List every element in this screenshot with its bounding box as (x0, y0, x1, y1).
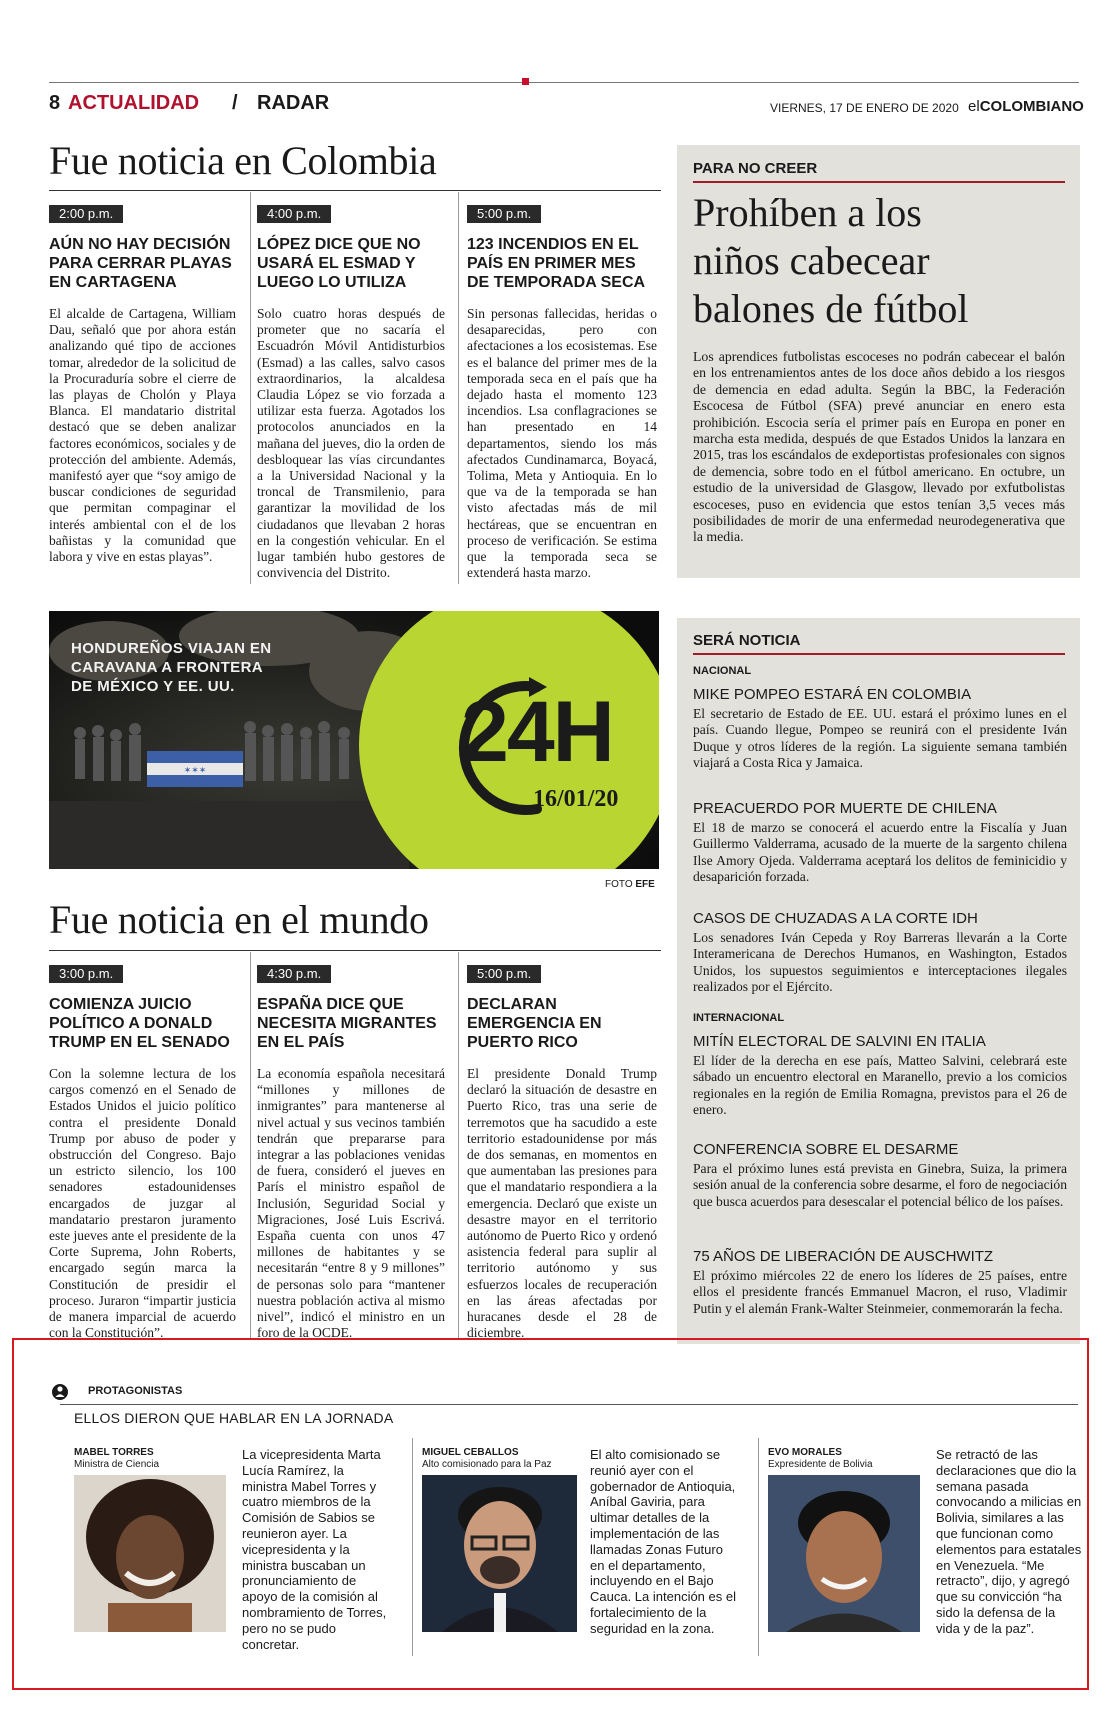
section-label: ACTUALIDAD (68, 92, 200, 114)
internacional-item-3 (693, 1248, 1067, 1317)
story-body: Sin personas fallecidas, heridas o desaparecidas, pero con afectaciones a los ecosistemas. Ese es el balance del primer mes de la temporada seca en el país que ha dejado hasta el momento 123 incendios. Lsa conflagraciones se han presentado en 14 departamentos, siendo los más afectados Cundinamarca, Boyacá, Tolima, Meta y Antioquia. En lo que va de la temporada se han visto afectadas más de mil hectáreas, que se encuentran en proceso de verificación. Se estima que la temporada seca se extenderá hasta marzo. (467, 306, 657, 581)
header-marker (522, 78, 529, 85)
mundo-title: Fue noticia en el mundo (49, 897, 429, 942)
story-headline: ESPAÑA DICE QUE NECESITA MIGRANTES EN EL PAÍS (257, 996, 437, 1051)
issue-date: VIERNES, 17 DE ENERO DE 2020 (770, 101, 959, 115)
story-body: Con la solemne lectura de los cargos comenzó en el Senado de Estados Unidos el juicio político contra el presidente Donald Trump por abuso de poder y obstrucción del Congreso. Bajo un estricto silencio, los 100 senadores estadounidenses encargados de juzgar al mandatario prestaron juramento este jueves ante el presidente de la Corte Suprema, John Roberts, encargado según marca la Constitución de presidir el proceso. Juraron “impartir justicia de manera imparcial de acuerdo con la Constitución”. (49, 1066, 236, 1341)
column-divider (458, 952, 459, 1340)
person-name: EVO MORALES (768, 1447, 842, 1458)
internacional-label: INTERNACIONAL (693, 1012, 785, 1024)
subsection-label: RADAR (257, 92, 330, 114)
para-no-creer-title (693, 189, 1073, 333)
item-headline: 75 AÑOS DE LIBERACIÓN DE AUSCHWITZ (693, 1248, 994, 1265)
protagonistas-label: PROTAGONISTAS (88, 1385, 183, 1397)
item-headline: CASOS DE CHUZADAS A LA CORTE IDH (693, 910, 978, 927)
nacional-label: NACIONAL (693, 665, 752, 677)
sera-noticia-box (677, 618, 1080, 1344)
story-time: 4:00 p.m. (257, 205, 331, 223)
kicker-rule (693, 653, 1065, 655)
mundo-story-3 (467, 965, 657, 1341)
caption-line: CARAVANA A FRONTERA (71, 659, 264, 676)
column-divider (250, 952, 251, 1340)
colombia-story-1 (49, 205, 236, 565)
evo-morales-portrait (768, 1475, 920, 1632)
story-body: El alcalde de Cartagena, William Dau, señaló que por ahora están analizando qué tipo de acciones tomar, alrededor de la solicitud de la Procuraduría sobre el cierre de las playas de Cholón y Playa Blanca. El mandatario distrital destacó que se deben analizar factores económicos, sociales y de protección del ambiente. Además, manifestó ayer que “soy amigo de buscar condiciones de seguridad que permitan compaginar el interés ambiental con el de los bañistas y la comunidad que labora y vive en estas playas”. (49, 306, 236, 565)
person-name: MABEL TORRES (74, 1447, 154, 1458)
story-headline: COMIENZA JUICIO POLÍTICO A DONALD TRUMP EN EL SENADO (49, 996, 230, 1051)
story-time: 5:00 p.m. (467, 205, 541, 223)
person-name: MIGUEL CEBALLOS (422, 1447, 519, 1458)
item-body: Para el próximo lunes está prevista en Ginebra, Suiza, la primera sesión anual de la conferencia sobre desarme, el foro de negociación que busca acuerdos para desescalar el potencial bélico de los países. (693, 1161, 1067, 1209)
24h-logo: 24H (461, 684, 613, 780)
colombia-story-3 (467, 205, 657, 581)
kicker-rule (693, 181, 1065, 183)
colombia-rule (49, 190, 661, 191)
story-time: 3:00 p.m. (49, 965, 123, 983)
column-divider (458, 192, 459, 584)
nacional-item-1 (693, 686, 1067, 772)
brand-name: COLOMBIANO (979, 98, 1084, 115)
page-number: 8 (49, 92, 61, 114)
person-role: Ministra de Ciencia (74, 1459, 160, 1470)
para-no-creer-body: Los aprendices futbolistas escoceses no podrán cabecear el balón en los entrenamientos antes de los doce años debido a los riesgos de demencia en edad adulta. Según la BBC, la Federación Escocesa de Fútbol (SFA) prevé anunciar en enero esta prohibición. Escocia sería el primer país en Europa en poner en marcha esta medida, después de que Estados Unidos la lanzara en 2015, tras los escándalos de exdeportistas profesionales con signos de demencia, sobre todo en el fútbol americano. En octubre, un estudio de la universidad de Glasgow, llevado por exfutbolistas escoceses, puso en evidencia que estos tenían 3,5 veces más posibilidades de morir de una enfermedad neurodegenerativa que la media. (693, 349, 1065, 545)
story-time: 4:30 p.m. (257, 965, 331, 983)
protagonistas-rule (60, 1404, 1078, 1405)
caption-line: HONDUREÑOS VIAJAN EN (71, 640, 272, 657)
item-headline: PREACUERDO POR MUERTE DE CHILENA (693, 800, 997, 817)
item-headline: MITÍN ELECTORAL DE SALVINI EN ITALIA (693, 1033, 986, 1050)
item-body: El líder de la derecha en ese país, Matteo Salvini, celebrará este sábado un encuentro electoral en Maranello, previo a los comicios regionales en la región de Emilia Romagna, previstos para el 26 de enero. (693, 1053, 1067, 1118)
person-text: Se retractó de las declaraciones que dio la semana pasada convocando a milicias en Bolivia, similares a las que funcionan como elementos para estatales en Venezuela. “Me retracto”, dijo, y agregó que su convicción “ha sido la defensa de la vida y de la paz”. (936, 1447, 1082, 1636)
sera-noticia-kicker: SERÁ NOTICIA (693, 632, 801, 649)
protagonistas-subtitle: ELLOS DIERON QUE HABLAR EN LA JORNADA (74, 1410, 394, 1426)
story-body: La economía española necesitará “millones y millones de inmigrantes” para mantenerse al nivel actual y sus vecinos también tendrán que prepararse para integrar a las poblaciones venidas de fuera, consideró el jueves en París el ministro español de Inclusión, Seguridad Social y Migraciones, José Luis Escrivá. España cuenta con unos 47 millones de habitantes y se necesitarán “entre 8 y 9 millones” de personas solo para “mantener nuestra población activa al mismo nivel”, indicó el ministro en un foro de la OCDE. (257, 1066, 445, 1341)
colombia-story-2 (257, 205, 445, 581)
story-headline: AÚN NO HAY DECISIÓN PARA CERRAR PLAYAS EN CARTAGENA (49, 236, 232, 291)
banner-caption (71, 639, 272, 696)
para-no-creer-kicker: PARA NO CREER (693, 160, 818, 177)
item-body: Los senadores Iván Cepeda y Roy Barreras llevarán a la Corte Interamericana de Derechos Humanos, en Washington, Estados Unidos, los supuestos seguimientos e interceptaciones ilegales realizados por el Ejército. (693, 930, 1067, 995)
mabel-torres-portrait (74, 1475, 226, 1632)
story-body: El presidente Donald Trump declaró la situación de desastre en Puerto Rico, tras una serie de terremotos que ha sacudido a este territorio estadounidense por más de dos semanas, en momentos en que aumentaban las presiones para que el mandatario respondiera a la emergencia. Declaró que existe un desastre mayor en el territorio autónomo de Puerto Rico y ordenó asistencia federal para suplir al territorio autónomo y sus esfuerzos locales de recuperación en las áreas afectadas por huracanes desde el 28 de diciembre. (467, 1066, 657, 1341)
person-role: Alto comisionado para la Paz (422, 1459, 552, 1470)
person-text: La vicepresidenta Marta Lucía Ramírez, la ministra Mabel Torres y cuatro miembros de la Comisión de Sabios se reunieron ayer. La vicepresidenta y la ministra buscaban un pronunciamiento de apoyo de la comisión al nombramiento de Torres, pero no se pudo concretar. (242, 1447, 387, 1652)
nacional-item-3 (693, 910, 1067, 996)
svg-text:✶✶✶: ✶✶✶ (183, 765, 207, 775)
item-headline: CONFERENCIA SOBRE EL DESARME (693, 1141, 959, 1158)
photo-credit-label: FOTO (605, 879, 633, 890)
story-headline: LÓPEZ DICE QUE NO USARÁ EL ESMAD Y LUEGO LO UTILIZA (257, 236, 421, 291)
para-no-creer-box (677, 145, 1080, 578)
story-time: 2:00 p.m. (49, 205, 123, 223)
caption-line: DE MÉXICO Y EE. UU. (71, 678, 235, 695)
section-divider: / (232, 92, 238, 114)
item-body: El 18 de marzo se conocerá el acuerdo entre la Fiscalía y Juan Guillermo Valderrama, acusado de la muerte de la sargento chilena Ilse Amory Ojeda. Valderrama aceptará los delitos de feminicidio y desaparición forzada. (693, 820, 1067, 885)
banner-date: 16/01/20 (533, 786, 619, 812)
story-headline: DECLARAN EMERGENCIA EN PUERTO RICO (467, 996, 602, 1051)
column-divider (758, 1438, 759, 1656)
title-line: niños cabecear (693, 238, 930, 283)
person-text: El alto comisionado se reunió ayer con el gobernador de Antioquia, Aníbal Gaviria, para ultimar detalles de la implementación de las llamadas Zonas Futuro en el departamento, incluyendo en el Bajo Cauca. La intención es el fortalecimiento de la seguridad en la zona. (590, 1447, 736, 1636)
story-headline: 123 INCENDIOS EN EL PAÍS EN PRIMER MES DE TEMPORADA SECA (467, 236, 646, 291)
mundo-rule (49, 950, 661, 951)
story-time: 5:00 p.m. (467, 965, 541, 983)
item-body: El próximo miércoles 22 de enero los líderes de 25 países, entre ellos el presidente francés Emmanuel Macron, el ruso, Vladimir Putin y el alemán Frank-Walter Steinmeier, conmemorarán la fecha. (693, 1268, 1067, 1316)
brand-prefix: el (968, 98, 980, 115)
caravan-photo-banner (49, 611, 659, 869)
story-body: Solo cuatro horas después de prometer que no sacaría el Escuadrón Móvil Antidisturbios (Esmad) a las calles, salvo casos extraordinarios, la alcaldesa Claudia López se vio forzada a utilizar esta fuerza. Agotados los protocolos anunciados en la mañana del jueves, dio la orden de desbloquear las vías circundantes a la Universidad Nacional y la troncal de Transmilenio, para garantizar la movilidad de los ciudadanos que llevaban 2 horas en la congestión vehicular. En el lugar también hubo gestores de convivencia del Distrito. (257, 306, 445, 581)
person-icon (52, 1383, 68, 1401)
nacional-item-2 (693, 800, 1067, 886)
header-rule (49, 82, 1079, 83)
column-divider (250, 192, 251, 584)
column-divider (412, 1438, 413, 1656)
internacional-item-2 (693, 1141, 1067, 1210)
internacional-item-1 (693, 1033, 1067, 1119)
photo-credit-source: EFE (635, 879, 655, 890)
colombia-title: Fue noticia en Colombia (49, 138, 437, 183)
person-role: Expresidente de Bolivia (768, 1459, 873, 1470)
mundo-story-1 (49, 965, 236, 1341)
item-body: El secretario de Estado de EE. UU. estará el próximo lunes en el país. Cuando llegue, Pompeo se reunirá con el presidente Iván Duque y otros líderes de la región. La siguiente semana también viajará a Costa Rica y Jamaica. (693, 706, 1067, 771)
brand-logo (968, 98, 1084, 115)
title-line: Prohíben a los (693, 190, 922, 235)
miguel-ceballos-portrait (422, 1475, 577, 1632)
title-line: balones de fútbol (693, 286, 969, 331)
item-headline: MIKE POMPEO ESTARÁ EN COLOMBIA (693, 686, 972, 703)
mundo-story-2 (257, 965, 445, 1341)
photo-credit (605, 879, 655, 890)
